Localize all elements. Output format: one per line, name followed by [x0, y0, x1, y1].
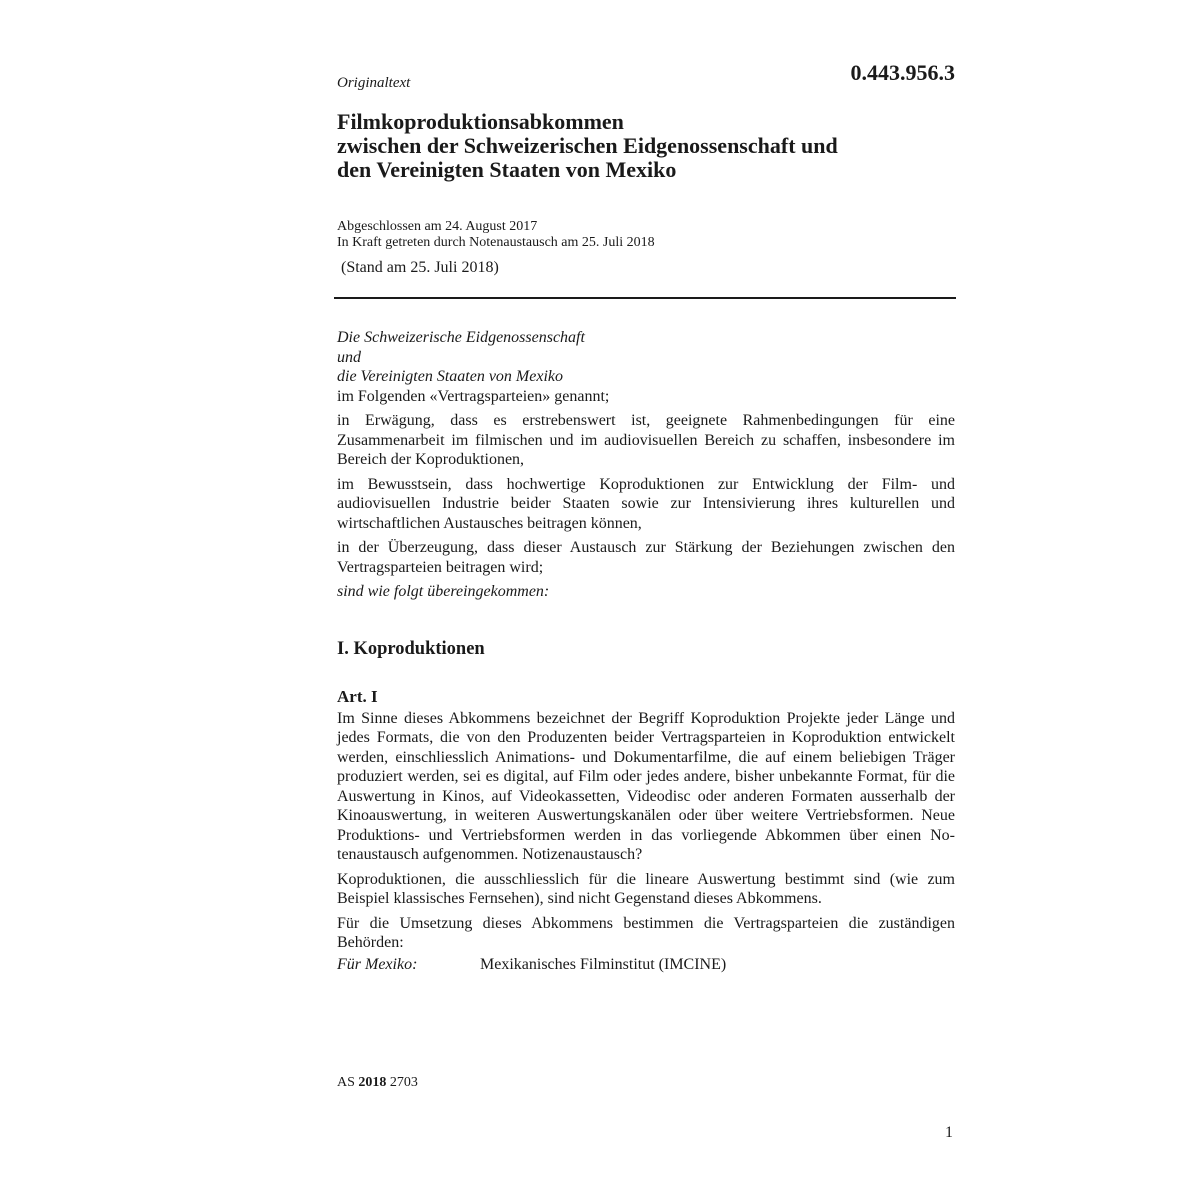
title-line-1: Filmkoproduktionsabkommen — [337, 109, 624, 134]
document-page — [337, 0, 957, 1200]
preamble-paragraph: in Erwägung, dass es erstrebenswert ist, geeignete Rahmenbedingungen für eine Zusammenarbeit im filmischen und im audiovisuellen Bereich zu schaffen, insbesondere im Bereich der Koproduktionen, — [337, 412, 955, 468]
article-paragraph: Koproduktionen, die ausschliesslich für die lineare Auswertung bestimmt sind (wie zum Beispiel klassisches Fernsehen), sind nicht Gegenstand dieses Abkommens. — [337, 870, 955, 907]
sr-number: 0.443.956.3 — [850, 60, 955, 85]
as-prefix: AS — [337, 1075, 355, 1090]
original-text-label: Originaltext — [337, 75, 411, 91]
article-paragraph: Im Sinne dieses Abkommens bezeichnet der Begriff Koproduktion Projekte jeder Länge und jedes Formats, die von den Produzenten beider Vertragsparteien in Koproduktion entwickelt werden, einschliesslich Animations- und Dokumentarfilme, die auf einem beliebigen Träger produziert werden, sei es digital, auf Film oder jedes andere, bisher unbekannte Format, für die Auswertung in Kinos, auf Videokassetten, Videodisc oder anderen Formaten ausserhalb der Kinoauswertung, in weiteren Auswertungskanälen oder über weitere Vertriebsformen. Neue Produktions- und Vertriebsformen werden in das vorliegende Abkommen über einen Notenaustausch aufgenommen. Notizenaustausch? — [337, 709, 955, 863]
as-year: 2018 — [358, 1075, 387, 1090]
preamble-paragraph: im Bewusstsein, dass hochwertige Koproduktionen zur Entwicklung der Film- und audiovisuellen Industrie beider Staaten sowie zur Intensivierung ihres kulturellen und wirtschaftlichen Austausches beitragen können, — [337, 475, 955, 532]
header-divider — [334, 297, 956, 299]
authority-row — [337, 955, 955, 975]
authority-label: Für Mexiko: — [337, 955, 418, 973]
preamble-agreed: sind wie folgt übereingekommen: — [337, 583, 550, 600]
status-date: (Stand am 25. Juli 2018) — [341, 259, 499, 276]
authority-value: Mexikanisches Filminstitut (IMCINE) — [480, 955, 727, 973]
in-force-date: In Kraft getreten durch Notenaustausch am 25. Juli 2018 — [337, 235, 655, 250]
preamble-party-2: die Vereinigten Staaten von Mexiko — [337, 368, 563, 385]
section-heading: I. Koproduktionen — [337, 638, 485, 659]
concluded-date: Abgeschlossen am 24. August 2017 — [337, 219, 538, 234]
preamble-paragraph: in der Überzeugung, dass dieser Austausch zur Stärkung der Beziehungen zwischen den Vertragsparteien beitragen wird; — [337, 539, 955, 576]
document-meta — [337, 219, 655, 251]
page-number: 1 — [945, 1124, 953, 1141]
document-title — [337, 110, 957, 182]
preamble-party-1: Die Schweizerische Eidgenossenschaft — [337, 329, 585, 346]
as-page: 2703 — [389, 1075, 418, 1090]
article-heading: Art. I — [337, 687, 378, 706]
title-line-3: den Vereinigten Staaten von Mexiko — [337, 157, 677, 182]
title-line-2: zwischen der Schweizerischen Eidgenossenschaft und — [337, 133, 838, 158]
article-paragraph: Für die Umsetzung dieses Abkommens bestimmen die Vertragsparteien die zuständigen Behörden: — [337, 914, 955, 951]
preamble-and: und — [337, 348, 361, 366]
document-body — [337, 328, 955, 974]
official-compilation-reference — [337, 1075, 418, 1091]
preamble-named: im Folgenden «Vertragsparteien» genannt; — [337, 387, 610, 405]
